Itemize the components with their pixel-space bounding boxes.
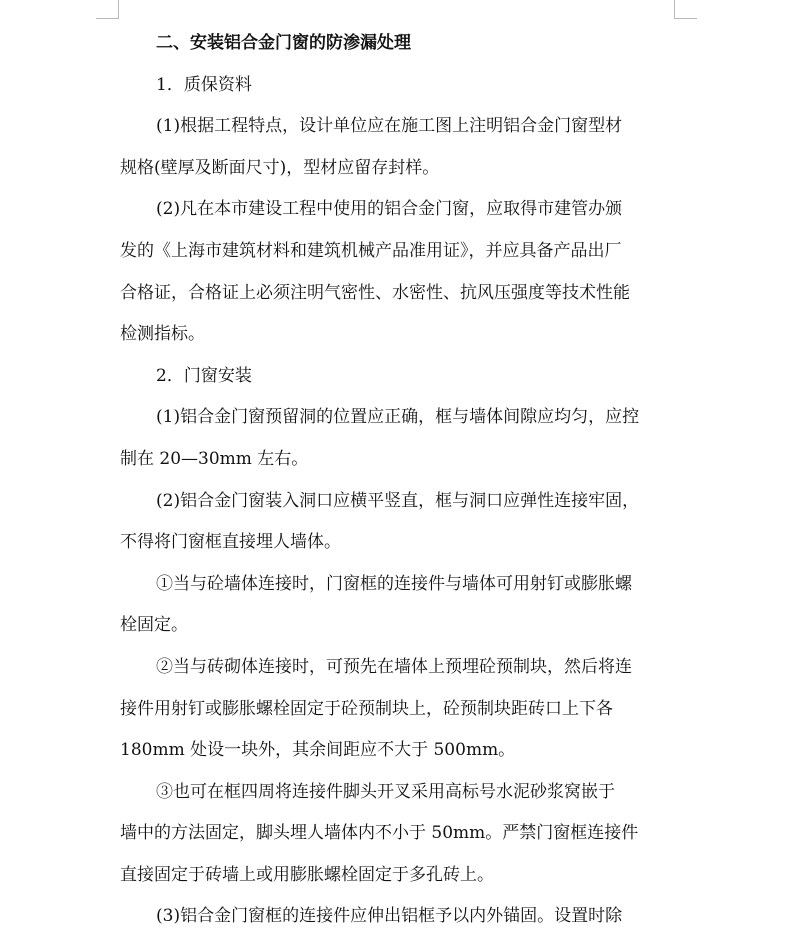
text-line: 墙中的方法固定，脚头埋人墙体内不小于 50mm。严禁门窗框连接件 (120, 823, 639, 844)
text-line: 发的《上海市建筑材料和建筑机械产品准用证》，并应具备产品出厂 (120, 240, 622, 261)
text-line: (2)凡在本市建设工程中使用的铝合金门窗，应取得市建管办颁 (156, 199, 623, 220)
text-line: 制在 20—30mm 左右。 (120, 448, 309, 469)
page-corner-mark-top-right (674, 0, 697, 19)
text-line: ②当与砖砌体连接时，可预先在墙体上预埋砼预制块，然后将连 (156, 656, 632, 677)
text-line: 不得将门窗框直接埋人墙体。 (120, 532, 341, 553)
document-body (120, 23, 676, 938)
text-line: 180mm 处设一块外，其余间距应不大于 500mm。 (120, 740, 516, 761)
text-line: 接件用射钉或膨胀螺栓固定于砼预制块上，砼预制块距砖口上下各 (120, 698, 613, 719)
text-line: 检测指标。 (120, 324, 205, 345)
text-line: 栓固定。 (120, 615, 188, 636)
text-line: (3)铝合金门窗框的连接件应伸出铝框予以内外锚固。设置时除 (156, 906, 623, 927)
text-line: 直接固定于砖墙上或用膨胀螺栓固定于多孔砖上。 (120, 864, 494, 885)
text-line: 2．门窗安装 (156, 365, 252, 386)
text-line: ③也可在框四周将连接件脚头开叉采用高标号水泥砂浆窝嵌于 (156, 781, 615, 802)
text-line: (1)铝合金门窗预留洞的位置应正确，框与墙体间隙应均匀，应控 (156, 407, 640, 428)
text-line: (1)根据工程特点，设计单位应在施工图上注明铝合金门窗型材 (156, 116, 623, 137)
text-line: 1．质保资料 (156, 74, 252, 95)
text-line: 规格(壁厚及断面尺寸)，型材应留存封样。 (120, 157, 440, 178)
page-corner-mark-top-left (96, 0, 119, 19)
text-line: 合格证，合格证上必须注明气密性、水密性、抗风压强度等技术性能 (120, 282, 630, 303)
text-line: ①当与砼墙体连接时，门窗框的连接件与墙体可用射钉或膨胀螺 (156, 573, 632, 594)
section-heading: 二、安装铝合金门窗的防渗漏处理 (156, 33, 411, 53)
text-line: (2)铝合金门窗装入洞口应横平竖直，框与洞口应弹性连接牢固， (156, 490, 640, 511)
